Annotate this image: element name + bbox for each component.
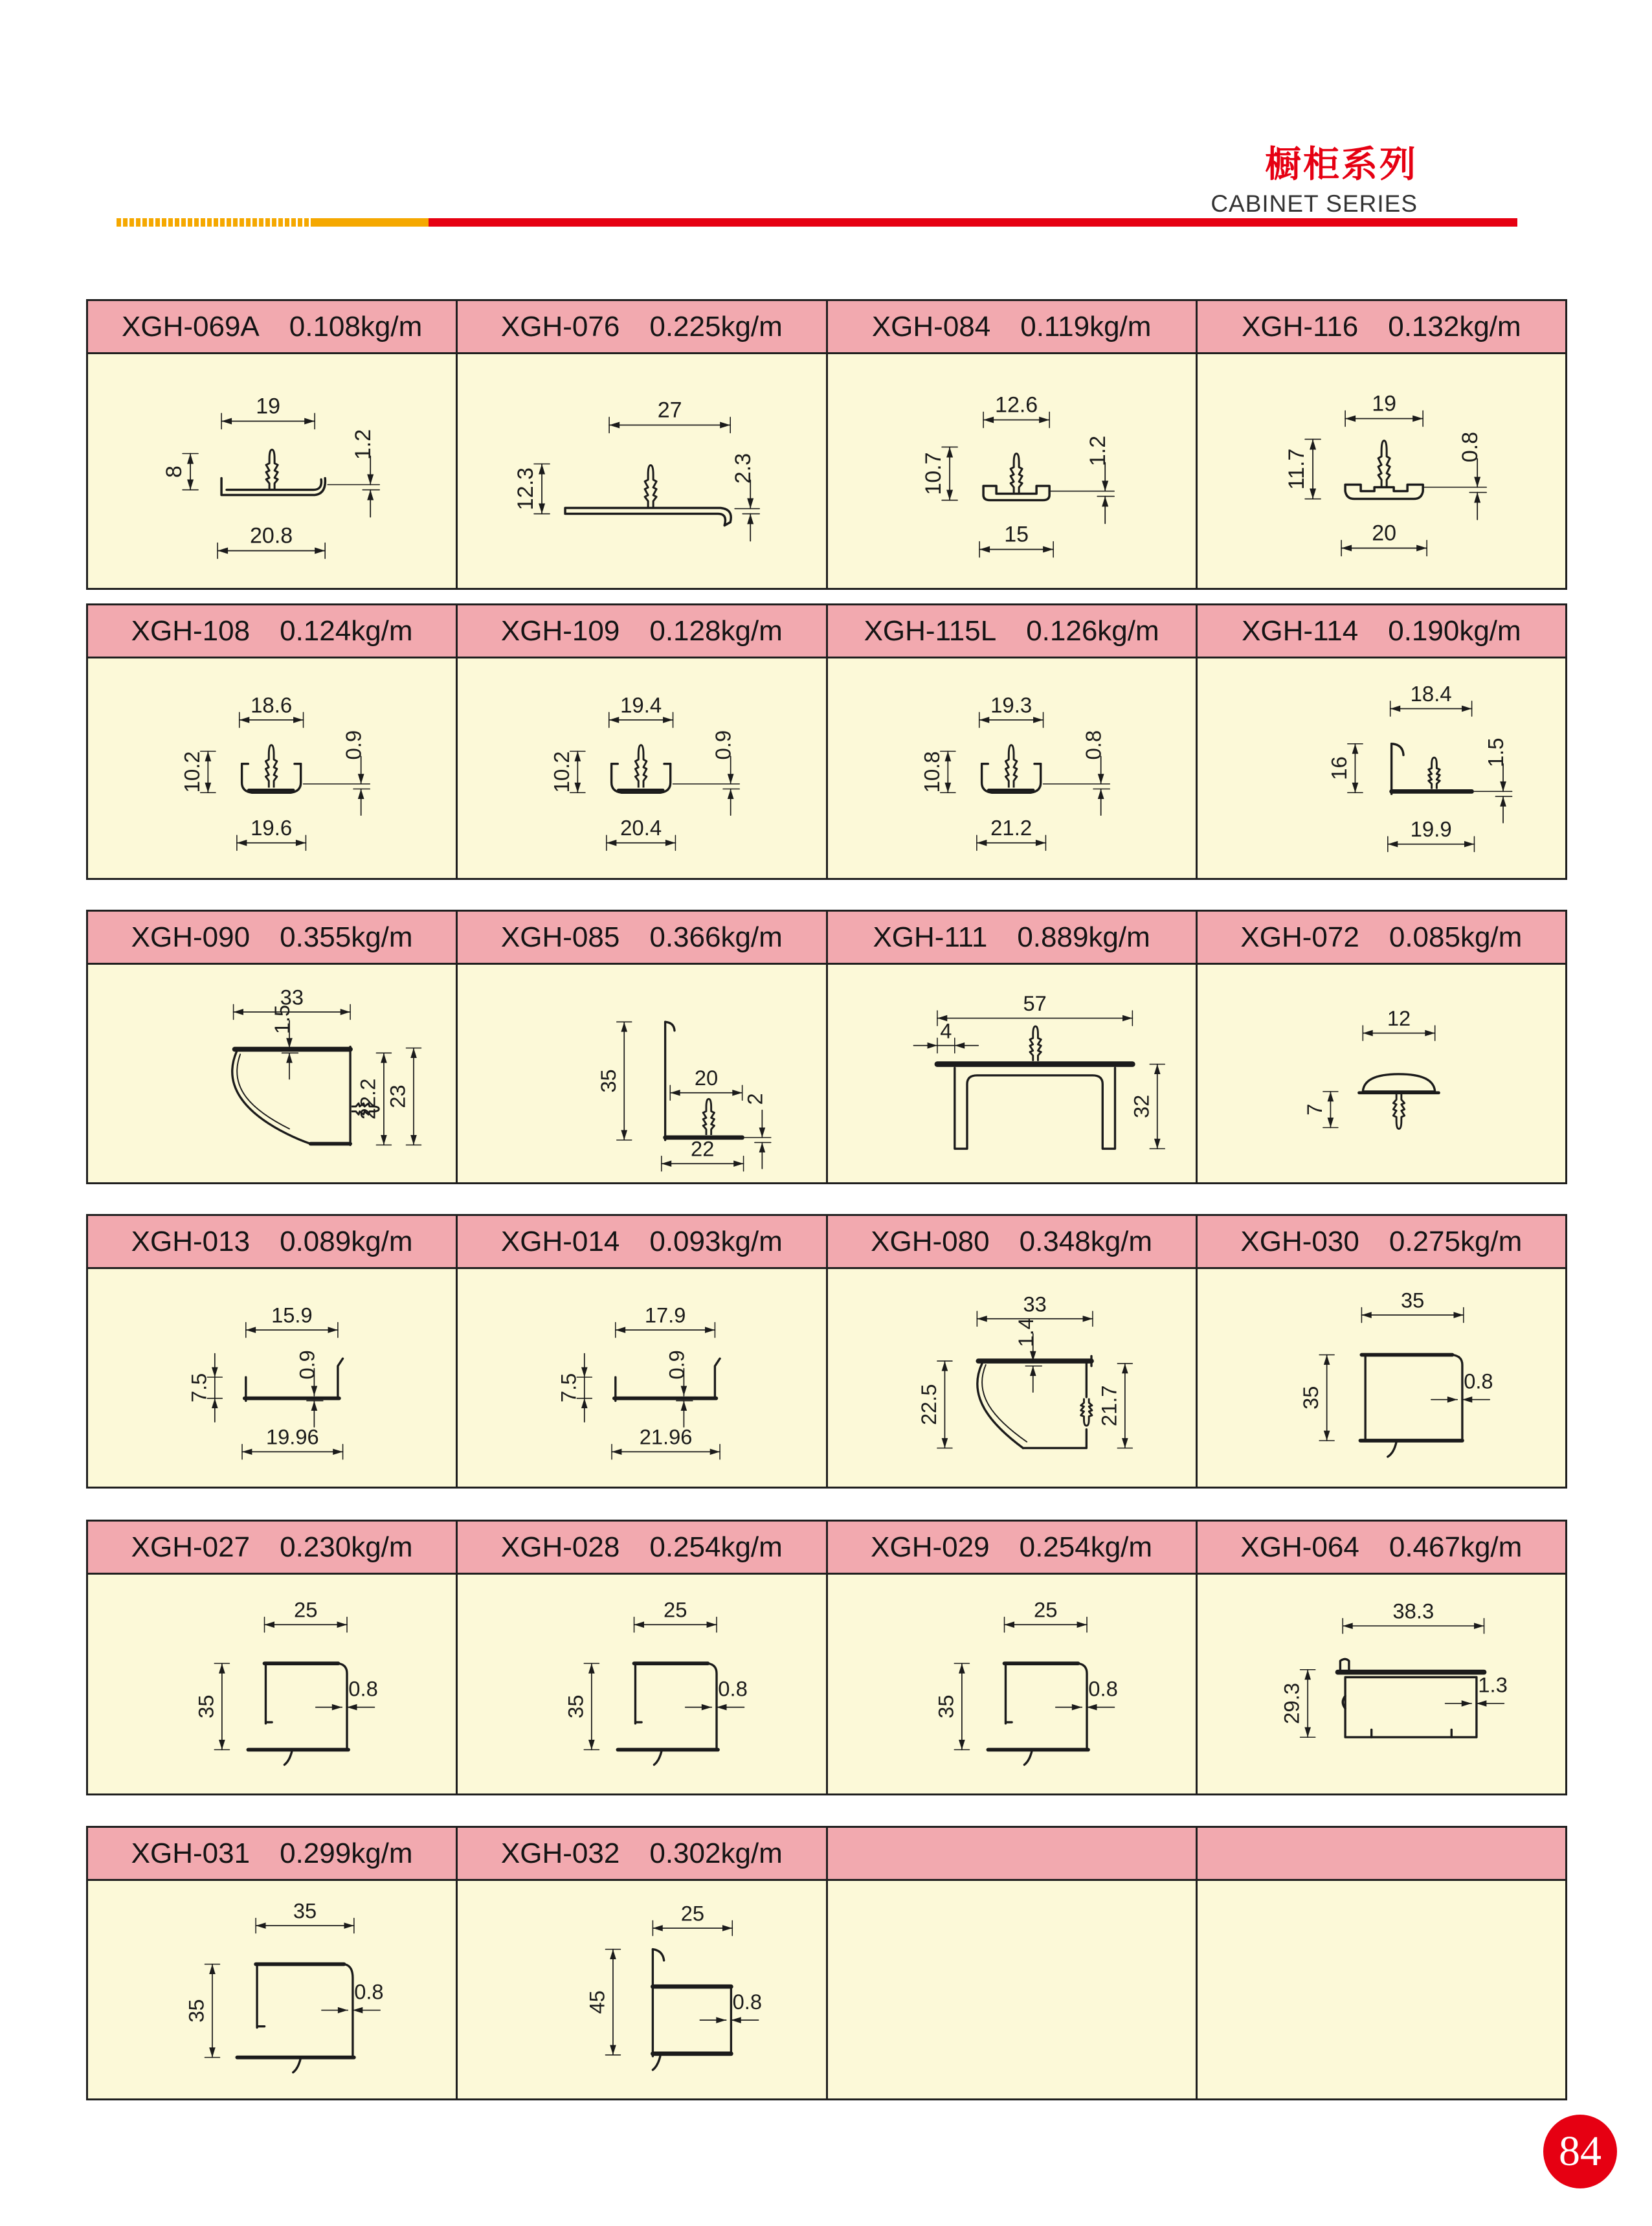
dim-label: 35 bbox=[1298, 1386, 1323, 1410]
dim-label: 0.9 bbox=[341, 730, 366, 760]
cell-body-XGH-115L bbox=[828, 658, 1196, 878]
dim-label: 22 bbox=[691, 1136, 715, 1161]
dim-label: 0.8 bbox=[1081, 730, 1106, 760]
cell-body-XGH-108 bbox=[88, 658, 456, 878]
weight-label: 0.126kg/m bbox=[1026, 614, 1159, 647]
model-label: XGH-085 bbox=[500, 921, 620, 953]
dim-label: 1.3 bbox=[1477, 1672, 1508, 1697]
dim-label: 0.8 bbox=[1463, 1369, 1493, 1393]
profile-drawing-XGH-013 bbox=[88, 1269, 456, 1487]
weight-label: 0.254kg/m bbox=[1019, 1531, 1153, 1563]
cell-header-XGH-111 bbox=[828, 912, 1196, 963]
dim-label: 12 bbox=[1387, 1006, 1411, 1031]
dim-label: 0.9 bbox=[711, 730, 735, 760]
profile-drawing-XGH-032 bbox=[458, 1881, 825, 2098]
weight-label: 0.119kg/m bbox=[1020, 310, 1152, 343]
model-label: XGH-108 bbox=[131, 614, 251, 647]
model-label: XGH-014 bbox=[500, 1225, 620, 1257]
dim-label: 19.6 bbox=[251, 816, 293, 840]
dim-label: 35 bbox=[563, 1694, 588, 1719]
model-label: XGH-069A bbox=[122, 310, 260, 343]
weight-label: 0.190kg/m bbox=[1388, 614, 1521, 647]
series-title-en: CABINET SERIES bbox=[1211, 190, 1418, 217]
cell-body-XGH-032 bbox=[458, 1881, 825, 2098]
profile-drawing-XGH-114 bbox=[1198, 658, 1565, 878]
cell-header-XGH-028 bbox=[458, 1522, 825, 1573]
model-label: XGH-115L bbox=[864, 614, 997, 647]
dim-label: 10.7 bbox=[921, 452, 946, 495]
cell-body-XGH-076 bbox=[458, 354, 825, 588]
cell-header-XGH-085 bbox=[458, 912, 825, 963]
model-label: XGH-072 bbox=[1240, 921, 1359, 953]
profile-drawing-XGH-111 bbox=[828, 965, 1196, 1182]
dim-label: 21.7 bbox=[1096, 1385, 1121, 1426]
dim-label: 0.8 bbox=[354, 1979, 384, 2004]
dim-label: 29.3 bbox=[1279, 1682, 1304, 1724]
cell-header-XGH-064 bbox=[1198, 1522, 1565, 1573]
dim-label: 10.8 bbox=[919, 751, 944, 793]
dim-label: 7 bbox=[1302, 1103, 1326, 1116]
cell-header-XGH-069A bbox=[88, 301, 456, 352]
cell-body-XGH-111 bbox=[828, 965, 1196, 1182]
dim-label: 17.9 bbox=[645, 1303, 686, 1327]
model-label: XGH-064 bbox=[1240, 1531, 1359, 1563]
weight-label: 0.366kg/m bbox=[649, 921, 783, 953]
dim-label: 0.8 bbox=[718, 1676, 748, 1701]
cell-header-XGH-030 bbox=[1198, 1216, 1565, 1267]
weight-label: 0.230kg/m bbox=[280, 1531, 413, 1563]
dim-label: 35 bbox=[293, 1898, 317, 1923]
dim-label: 21.96 bbox=[639, 1424, 693, 1449]
dim-label: 20.8 bbox=[250, 523, 293, 548]
cell-header-XGH-108 bbox=[88, 605, 456, 657]
cell-body-XGH-085 bbox=[458, 965, 825, 1182]
dim-label: 33 bbox=[1022, 1292, 1047, 1316]
cell-header-XGH-013 bbox=[88, 1216, 456, 1267]
profile-row-6 bbox=[86, 1826, 1567, 2100]
dim-label: 8 bbox=[162, 466, 187, 478]
cell-header-XGH-031 bbox=[88, 1828, 456, 1879]
dim-label: 2.3 bbox=[731, 453, 756, 484]
profile-drawing-XGH-029 bbox=[828, 1575, 1196, 1793]
cell-body-XGH-114 bbox=[1198, 658, 1565, 878]
dim-label: 1.2 bbox=[1085, 435, 1110, 467]
dim-label: 12.3 bbox=[513, 467, 539, 511]
profile-row-5 bbox=[86, 1520, 1567, 1795]
model-label: XGH-109 bbox=[500, 614, 620, 647]
cell-header-empty bbox=[1198, 1828, 1565, 1879]
cell-body-XGH-109 bbox=[458, 658, 825, 878]
page-number: 84 bbox=[1559, 2128, 1602, 2175]
profile-drawing-XGH-080 bbox=[828, 1269, 1196, 1487]
cell-body-XGH-072 bbox=[1198, 965, 1565, 1182]
dim-label: 15 bbox=[1003, 522, 1029, 547]
model-label: XGH-080 bbox=[871, 1225, 990, 1257]
weight-label: 0.128kg/m bbox=[649, 614, 783, 647]
profile-row-1 bbox=[86, 299, 1567, 590]
series-title-cn: 橱柜系列 bbox=[1265, 144, 1418, 186]
model-label: XGH-027 bbox=[131, 1531, 251, 1563]
model-label: XGH-116 bbox=[1242, 310, 1359, 343]
dim-label: 38.3 bbox=[1392, 1599, 1434, 1623]
cell-header-XGH-076 bbox=[458, 301, 825, 352]
dim-label: 27 bbox=[657, 398, 682, 423]
dim-label: 33 bbox=[280, 985, 304, 1009]
dim-label: 35 bbox=[596, 1069, 621, 1093]
weight-label: 0.299kg/m bbox=[280, 1837, 413, 1869]
dim-label: 15.9 bbox=[271, 1303, 313, 1327]
cell-body-XGH-069A bbox=[88, 354, 456, 588]
model-label: XGH-076 bbox=[500, 310, 620, 343]
weight-label: 0.093kg/m bbox=[649, 1225, 783, 1257]
cell-body-XGH-090 bbox=[88, 965, 456, 1182]
cell-body-XGH-031 bbox=[88, 1881, 456, 2098]
model-label: XGH-084 bbox=[871, 310, 991, 343]
cell-header-XGH-029 bbox=[828, 1522, 1196, 1573]
weight-label: 0.302kg/m bbox=[649, 1837, 783, 1869]
cell-body-XGH-028 bbox=[458, 1575, 825, 1793]
profile-drawing-XGH-014 bbox=[458, 1269, 825, 1487]
dim-label: 10.2 bbox=[550, 751, 574, 793]
dim-label: 19.3 bbox=[990, 693, 1032, 717]
dim-label: 25 bbox=[294, 1597, 318, 1622]
profile-row-2 bbox=[86, 603, 1567, 880]
weight-label: 0.225kg/m bbox=[649, 310, 783, 343]
profile-drawing-XGH-028 bbox=[458, 1575, 825, 1793]
profile-drawing-XGH-116 bbox=[1198, 354, 1565, 588]
model-label: XGH-013 bbox=[131, 1225, 251, 1257]
weight-label: 0.355kg/m bbox=[280, 921, 413, 953]
dim-label: 35 bbox=[933, 1694, 957, 1719]
dim-label: 18.6 bbox=[251, 693, 293, 717]
dim-label: 7.5 bbox=[556, 1373, 581, 1403]
weight-label: 0.089kg/m bbox=[280, 1225, 413, 1257]
profile-drawing-XGH-027 bbox=[88, 1575, 456, 1793]
profile-drawing-XGH-069A bbox=[88, 354, 456, 588]
cell-body-XGH-014 bbox=[458, 1269, 825, 1487]
dim-label: 16 bbox=[1326, 756, 1351, 780]
dim-label: 1.2 bbox=[351, 429, 376, 460]
profile-drawing-XGH-109 bbox=[458, 658, 825, 878]
model-label: XGH-090 bbox=[131, 921, 251, 953]
profile-drawing-XGH-064 bbox=[1198, 1575, 1565, 1793]
dim-label: 20.4 bbox=[620, 816, 662, 840]
dim-label: 0.9 bbox=[295, 1350, 319, 1380]
dim-label: 35 bbox=[1400, 1288, 1425, 1312]
profile-drawing-XGH-076 bbox=[458, 354, 825, 588]
dim-label: 12.6 bbox=[994, 392, 1038, 418]
weight-label: 0.254kg/m bbox=[649, 1531, 783, 1563]
profile-drawing-XGH-108 bbox=[88, 658, 456, 878]
cell-header-XGH-115L bbox=[828, 605, 1196, 657]
dim-label: 22.2 bbox=[355, 1078, 380, 1120]
dim-label: 0.8 bbox=[1457, 431, 1482, 463]
dim-label: 11.7 bbox=[1284, 448, 1309, 490]
dim-label: 25 bbox=[1033, 1597, 1058, 1622]
dim-label: 1.5 bbox=[1483, 737, 1508, 768]
cell-body-XGH-064 bbox=[1198, 1575, 1565, 1793]
dim-label: 22.5 bbox=[916, 1384, 941, 1426]
weight-label: 0.085kg/m bbox=[1389, 921, 1523, 953]
cell-header-XGH-032 bbox=[458, 1828, 825, 1879]
profile-drawing-XGH-072 bbox=[1198, 965, 1565, 1182]
dim-label: 0.8 bbox=[348, 1676, 378, 1701]
cell-body-XGH-084 bbox=[828, 354, 1196, 588]
model-label: XGH-028 bbox=[500, 1531, 620, 1563]
profile-drawing-XGH-115L bbox=[828, 658, 1196, 878]
dim-label: 20 bbox=[695, 1066, 719, 1090]
cell-body-empty bbox=[1198, 1881, 1565, 2098]
dim-label: 20 bbox=[1371, 521, 1396, 546]
profile-drawing-XGH-090 bbox=[88, 965, 456, 1182]
dim-label: 19 bbox=[1371, 391, 1396, 416]
dim-label: 7.5 bbox=[186, 1373, 211, 1403]
dim-label: 35 bbox=[184, 1999, 208, 2023]
dim-label: 0.9 bbox=[664, 1350, 689, 1380]
weight-label: 0.132kg/m bbox=[1388, 310, 1521, 343]
cell-body-empty bbox=[828, 1881, 1196, 2098]
dim-label: 18.4 bbox=[1410, 681, 1452, 706]
page-number-badge bbox=[1543, 2115, 1617, 2188]
dim-label: 1.4 bbox=[1013, 1318, 1038, 1347]
weight-label: 0.275kg/m bbox=[1389, 1225, 1523, 1257]
dim-label: 2 bbox=[742, 1093, 767, 1105]
dim-label: 1.5 bbox=[270, 1004, 295, 1035]
model-label: XGH-114 bbox=[1242, 614, 1359, 647]
dim-label: 19.4 bbox=[620, 693, 662, 717]
profile-drawing-XGH-030 bbox=[1198, 1269, 1565, 1487]
weight-label: 0.124kg/m bbox=[280, 614, 413, 647]
dim-label: 0.8 bbox=[732, 1989, 763, 2014]
weight-label: 0.108kg/m bbox=[289, 310, 423, 343]
cell-body-XGH-080 bbox=[828, 1269, 1196, 1487]
dim-label: 45 bbox=[585, 1990, 609, 2014]
dim-label: 10.2 bbox=[179, 751, 204, 793]
cell-body-XGH-030 bbox=[1198, 1269, 1565, 1487]
profile-drawing-XGH-085 bbox=[458, 965, 825, 1182]
model-label: XGH-032 bbox=[500, 1837, 620, 1869]
cell-header-XGH-084 bbox=[828, 301, 1196, 352]
cell-header-XGH-080 bbox=[828, 1216, 1196, 1267]
dim-label: 21.2 bbox=[990, 816, 1032, 840]
dim-label: 19 bbox=[256, 394, 281, 419]
profile-row-4 bbox=[86, 1214, 1567, 1489]
cell-body-XGH-013 bbox=[88, 1269, 456, 1487]
profile-row-3 bbox=[86, 910, 1567, 1184]
model-label: XGH-031 bbox=[131, 1837, 251, 1869]
cell-header-empty bbox=[828, 1828, 1196, 1879]
cell-body-XGH-027 bbox=[88, 1575, 456, 1793]
cell-header-XGH-114 bbox=[1198, 605, 1565, 657]
weight-label: 0.467kg/m bbox=[1389, 1531, 1523, 1563]
cell-header-XGH-027 bbox=[88, 1522, 456, 1573]
cell-header-XGH-072 bbox=[1198, 912, 1565, 963]
model-label: XGH-029 bbox=[871, 1531, 990, 1563]
profile-drawing-XGH-084 bbox=[828, 354, 1196, 588]
cell-header-XGH-116 bbox=[1198, 301, 1565, 352]
dim-label: 19.9 bbox=[1410, 817, 1452, 842]
dim-label: 25 bbox=[664, 1597, 687, 1622]
cell-header-XGH-014 bbox=[458, 1216, 825, 1267]
dim-label: 0.8 bbox=[1088, 1676, 1118, 1701]
profile-drawing-XGH-031 bbox=[88, 1881, 456, 2098]
cell-header-XGH-109 bbox=[458, 605, 825, 657]
cell-body-XGH-116 bbox=[1198, 354, 1565, 588]
weight-label: 0.348kg/m bbox=[1019, 1225, 1153, 1257]
dim-label: 57 bbox=[1022, 991, 1047, 1016]
cell-body-XGH-029 bbox=[828, 1575, 1196, 1793]
dim-label: 25 bbox=[680, 1901, 705, 1926]
dim-label: 32 bbox=[1128, 1094, 1153, 1119]
dim-label: 4 bbox=[939, 1018, 952, 1043]
weight-label: 0.889kg/m bbox=[1017, 921, 1150, 953]
dim-label: 19.96 bbox=[265, 1424, 319, 1449]
dim-label: 35 bbox=[194, 1694, 218, 1719]
model-label: XGH-030 bbox=[1240, 1225, 1359, 1257]
cell-header-XGH-090 bbox=[88, 912, 456, 963]
model-label: XGH-111 bbox=[873, 921, 988, 953]
dim-label: 23 bbox=[385, 1085, 410, 1108]
